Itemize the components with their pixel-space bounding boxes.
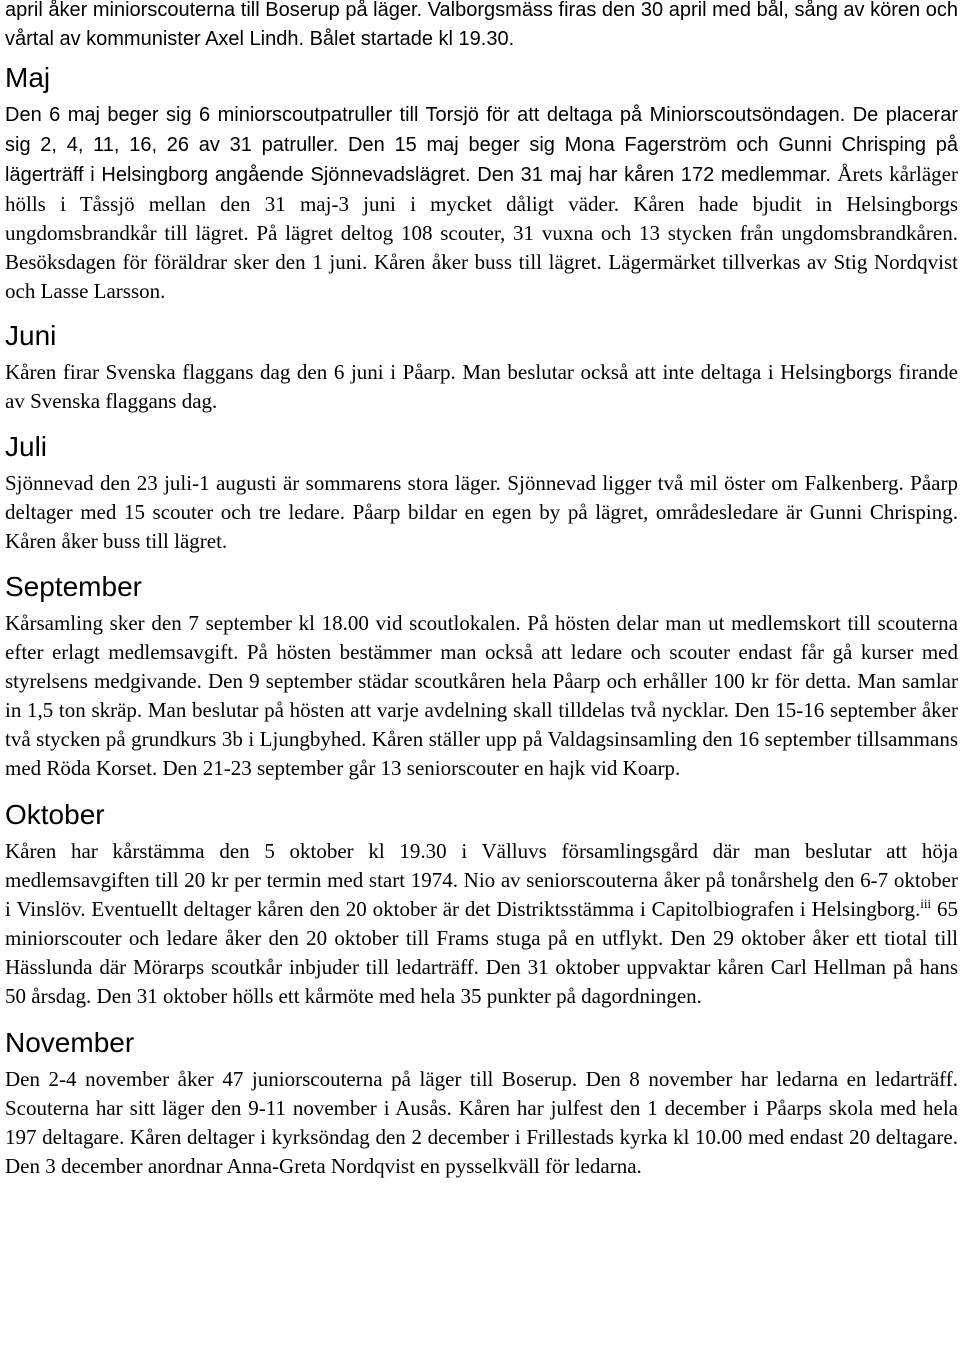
paragraph-juli: Sjönnevad den 23 juli-1 augusti är sommarens stora läger. Sjönnevad ligger två mil öster om Falkenberg. Påarp deltager med 15 scouter och tre ledare. Påarp bildar en egen by på lägret, områdesledare är Gunni Chrisping. Kåren åker buss till lägret. xyxy=(5,471,958,553)
heading-november: November xyxy=(5,1027,135,1058)
section-juli xyxy=(5,429,958,556)
footnote-marker: iii xyxy=(920,896,932,911)
paragraph-oktober-part1: Kåren har kårstämma den 5 oktober kl 19.30 i Välluvs församlingsgård där man beslutar att höja medlemsavgiften till 20 kr per termin med start 1974. Nio av seniorscouterna åker på tonårshelg den 6-7 oktober i Vinslöv. Eventuellt deltager kåren den 20 oktober är det Distriktsstämma i Capitolbiografen i Helsingborg. xyxy=(5,839,958,921)
paragraph-maj xyxy=(5,100,958,306)
paragraph-juni: Kåren firar Svenska flaggans dag den 6 juni i Påarp. Man beslutar också att inte deltaga i Helsingborgs firande av Svenska flaggans dag. xyxy=(5,360,958,413)
section-november xyxy=(5,1025,958,1181)
paragraph-oktober-part2: 65 miniorscouter och ledare åker den 20 oktober till Frams stuga på en utflykt. Den 29 oktober åker ett tiotal till Hässlunda där Mörarps scoutkår inbjuder till ledarträff. Den 31 oktober uppvaktar kåren Carl Hellman på hans 50 årsdag. Den 31 oktober hölls ett kårmöte med hela 35 punkter på dagordningen. xyxy=(5,897,959,1008)
paragraph-oktober xyxy=(5,837,958,1011)
section-maj xyxy=(5,60,958,306)
paragraph-september: Kårsamling sker den 7 september kl 18.00 vid scoutlokalen. På hösten delar man ut medlemskort till scouterna efter erlagt medlemsavgift. På hösten bestämmer man också att ledare och scouter endast får gå kurser med styrelsens medgivande. Den 9 september städar scoutkåren hela Påarp och erhåller 100 kr för detta. Man samlar in 1,5 ton skräp. Man beslutar på hösten att varje avdelning skall tilldelas två nycklar. Den 15-16 september åker två stycken på grundkurs 3b i Ljungbyhed. Kåren ställer upp på Valdagsinsamling den 16 september tillsammans med Röda Korset. Den 21-23 september går 13 seniorscouter en hajk vid Koarp. xyxy=(5,611,958,780)
section-oktober xyxy=(5,797,958,1011)
section-september xyxy=(5,569,958,783)
heading-september: September xyxy=(5,571,142,602)
paragraph-november: Den 2-4 november åker 47 juniorscouterna på läger till Boserup. Den 8 november har ledarna en ledarträff. Scouterna har sitt läger den 9-11 november i Ausås. Kåren har julfest den 1 december i Påarps skola med hela 197 deltagare. Kåren deltager i kyrksöndag den 2 december i Frillestads kyrka kl 10.00 med endast 20 deltagare. Den 3 december anordnar Anna-Greta Nordqvist en pysselkväll för ledarna. xyxy=(5,1067,958,1178)
intro-paragraph: april åker miniorscouterna till Boserup på läger. Valborgsmäss firas den 30 april med bål, sång av kören och vårtal av kommunister Axel Lindh. Bålet startade kl 19.30. xyxy=(5,0,958,50)
paragraph-maj-part1: Den 6 maj beger sig 6 miniorscoutpatruller till Torsjö för att deltaga på Miniorscoutsöndagen. De placerar sig 2, 4, 11, 16, 26 av 31 patruller. Den 15 maj beger sig Mona Fagerström och Gunni Chrisping på lägerträff i Helsingborg angående Sjönnevadslägret. Den 31 maj har kåren 172 medlemmar. xyxy=(5,104,958,186)
heading-juli: Juli xyxy=(5,431,48,462)
paragraph-maj-part2: Årets kårläger hölls i Tåssjö mellan den 31 maj-3 juni i mycket dåligt väder. Kåren hade bjudit in Helsingborgs ungdomsbrandkår till lägret. På lägret deltog 108 scouter, 31 vuxna och 13 stycken från ungdomsbrandkåren. Besöksdagen för föräldrar sker den 1 juni. Kåren åker buss till lägret. Lägermärket tillverkas av Stig Nordqvist och Lasse Larsson. xyxy=(5,162,958,303)
heading-maj: Maj xyxy=(5,62,51,93)
section-juni xyxy=(5,318,958,416)
heading-oktober: Oktober xyxy=(5,799,105,830)
heading-juni: Juni xyxy=(5,320,57,351)
